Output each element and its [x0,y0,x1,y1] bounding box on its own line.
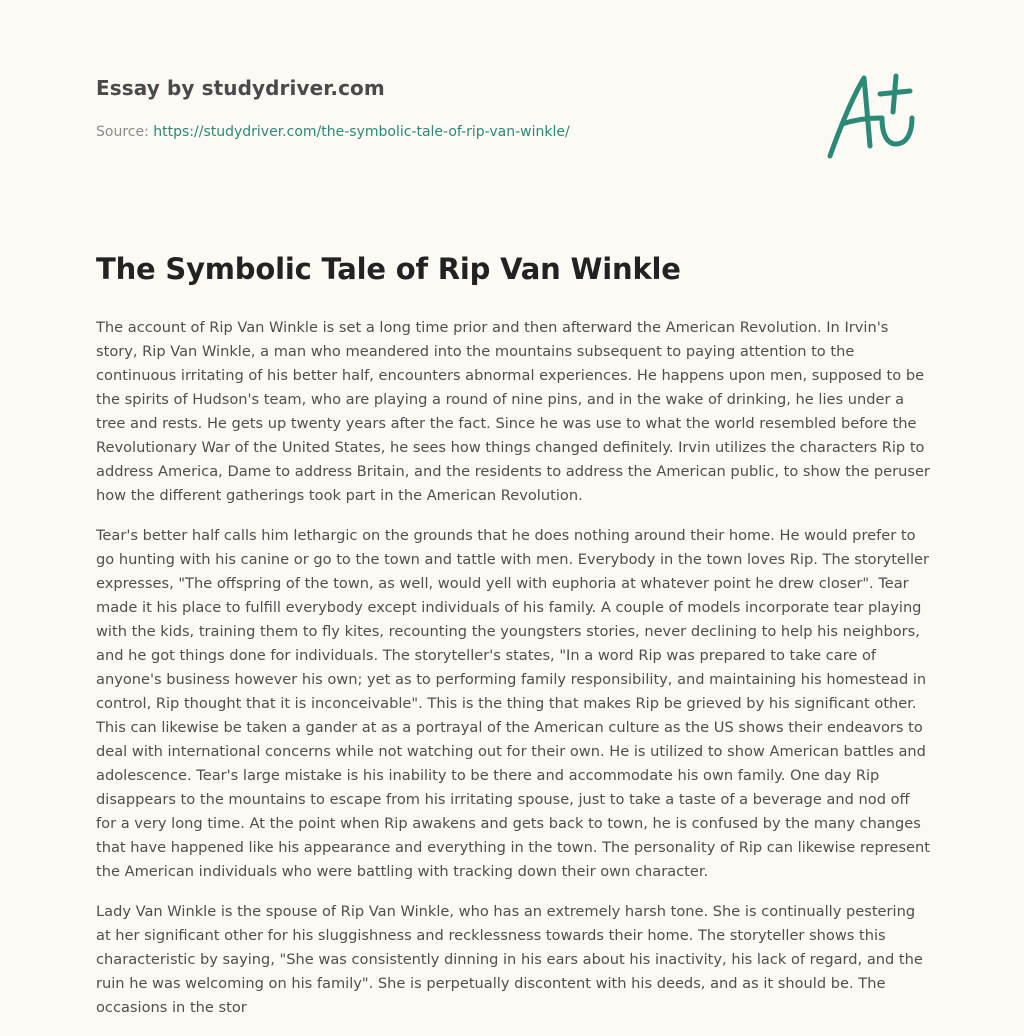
essay-paragraph: Tear's better half calls him lethargic on the grounds that he does nothing around their home. He would prefer to go hunting with his canine or go to the town and tattle with men. Everybody in the town loves Rip. The storyteller expresses, "The offspring of the town, as well, would yell with euphoria at whatever point he drew closer". Tear made it his place to fulfill everybody except individuals of his family. A couple of models incorporate tear playing with the kids, training them to fly kites, recounting the youngsters stories, never declining to help his neighbors, and he got things done for individuals. The storyteller's states, "In a word Rip was prepared to take care of anyone's business however his own; yet as to performing family responsibility, and maintaining his homestead in control, Rip thought that it is inconceivable". This is the thing that makes Rip be grieved by his significant other. This can likewise be taken a gander at as a portrayal of the American culture as the US shows their endeavors to deal with international concerns while not watching out for their own. He is utilized to show American battles and adolescence. Tear's large mistake is his inability to be there and accommodate his own family. One day Rip disappears to the mountains to escape from his irritating spouse, just to take a taste of a beverage and nod off for a very long time. At the point when Rip awakens and gets back to town, he is confused by the many changes that have happened like his appearance and everything in the town. The personality of Rip can likewise represent the American individuals who were battling with tracking down their own character. [96,527,931,880]
essay-body [96,316,930,1036]
site-brand: Essay by studydriver.com [96,76,385,100]
a-plus-grade-icon [824,68,924,164]
source-line [96,124,570,140]
essay-paragraph: Lady Van Winkle is the spouse of Rip Van Winkle, who has an extremely harsh tone. She is continually pestering at her significant other for his sluggishness and recklessness towards their home. The storyteller shows this characteristic by saying, "She was consistently dinning in his ears about his inactivity, his lack of regard, and the ruin he was welcoming on his family". She is perpetually discontent with his deeds, and as it should be. The occasions in the stor [96,903,923,1016]
page-header [96,72,928,182]
source-label: Source: [96,124,149,140]
source-link[interactable]: https://studydriver.com/the-symbolic-tale-of-rip-van-winkle/ [153,124,570,140]
essay-title: The Symbolic Tale of Rip Van Winkle [96,252,681,286]
essay-paragraph: The account of Rip Van Winkle is set a long time prior and then afterward the American Revolution. In Irvin's story, Rip Van Winkle, a man who meandered into the mountains subsequent to paying attention to the continuous irritating of his better half, encounters abnormal experiences. He happens upon men, supposed to be the spirits of Hudson's team, who are playing a round of nine pins, and in the wake of drinking, he lies under a tree and rests. He gets up twenty years after the fact. Since he was use to what the world resembled before the Revolutionary War of the United States, he sees how things changed definitely. Irvin utilizes the characters Rip to address America, Dame to address Britain, and the residents to address the American public, to show the peruser how the different gatherings took part in the American Revolution. [96,319,930,504]
